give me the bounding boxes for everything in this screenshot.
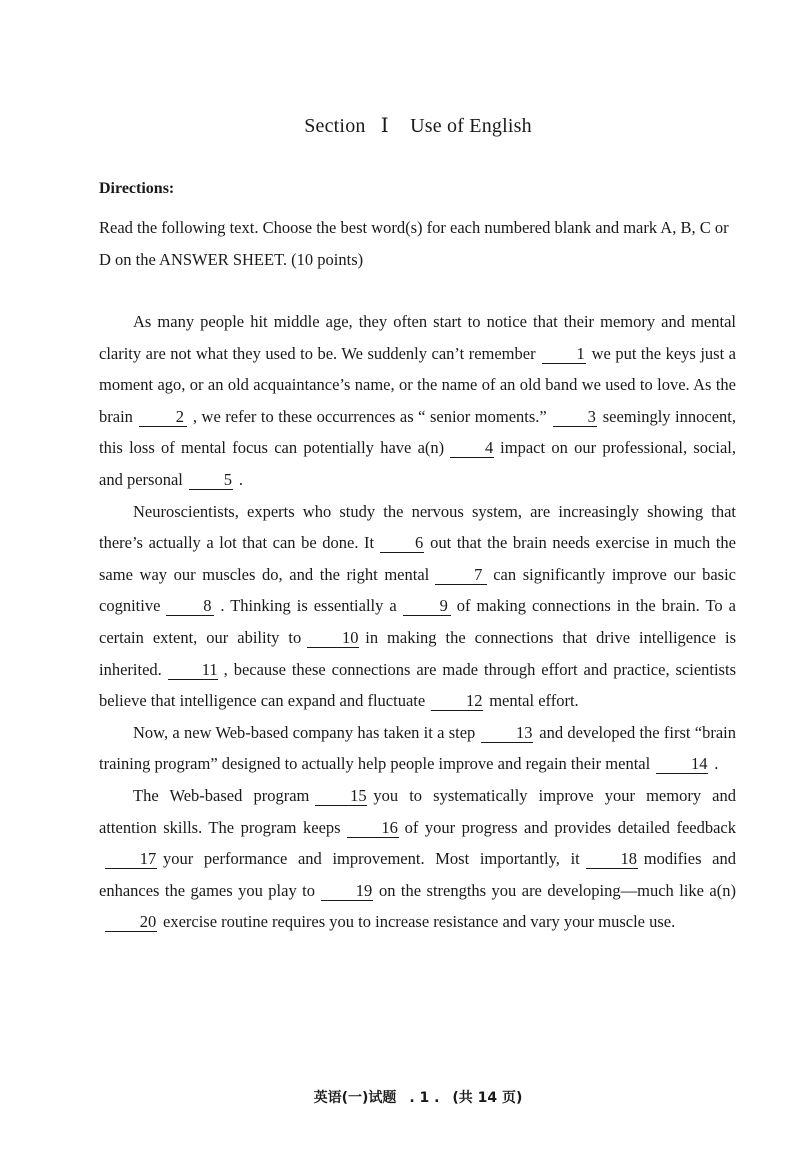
passage-text: and developed the first “brain training program” designed to actually help people improve and regain their mental [99, 722, 736, 774]
passage-text: The Web-based program [133, 785, 310, 805]
blank-4: 4 [450, 438, 494, 458]
directions-colon: : [168, 180, 175, 197]
page-footer [0, 1087, 800, 1107]
blank-8: 8 [166, 596, 214, 616]
passage-text: Now, a new Web-based company has taken it a step [133, 722, 476, 742]
blank-18: 18 [586, 849, 638, 869]
blank-3: 3 [553, 407, 597, 427]
blank-15: 15 [315, 786, 367, 806]
paragraph-1 [99, 306, 736, 496]
passage-text: . Thinking is essentially a [220, 596, 397, 616]
passage-text: your performance and improvement. Most importantly, it [163, 849, 580, 869]
passage-text: on the strengths you are developing—much like a(n) [378, 880, 736, 900]
passage-text: of your progress and provides detailed feedback [404, 817, 736, 837]
blank-10: 10 [307, 628, 359, 648]
blank-5: 5 [189, 470, 233, 490]
passage-text: we put the keys just a moment ago, or an old acquaintance’s name, or the name of an old band we used to love. As the brain [99, 343, 737, 426]
footer-page-number: . 1 . [409, 1090, 440, 1106]
passage-text: out that the brain needs exercise in much the same way our muscles do, and the right mental [99, 533, 736, 584]
passage-text: in making the connections that drive intelligence is inherited. [99, 627, 736, 679]
passage-text: of making connections in the brain. To a certain extent, our ability to [99, 596, 736, 647]
directions-text: Read the following text. Choose the best word(s) for each numbered blank and mark A, B, C or D on the ANSWER SHEET. (10 points) [99, 218, 729, 269]
section-number: Ⅰ [380, 115, 389, 137]
passage [99, 306, 736, 938]
blank-6: 6 [380, 533, 424, 553]
footer-total-pages: (共 14 页) [452, 1090, 523, 1106]
blank-1: 1 [542, 344, 586, 364]
section-name: Use of English [410, 115, 532, 137]
blank-12: 12 [431, 691, 483, 711]
blank-16: 16 [347, 818, 399, 838]
directions-heading [99, 180, 174, 198]
passage-text: . [714, 754, 719, 774]
blank-14: 14 [656, 754, 708, 774]
section-label: Section [304, 115, 366, 137]
passage-text: seemingly innocent, this loss of mental focus can potentially have a(n) [99, 406, 736, 458]
section-title [0, 113, 800, 138]
blank-17: 17 [105, 849, 157, 869]
blank-11: 11 [168, 660, 218, 680]
passage-text: you to systematically improve your memory and attention skills. The program keeps [99, 785, 736, 837]
passage-text: , because these connections are made through effort and practice, scientists believe that intelligence can expand and fluctuate [99, 659, 736, 711]
passage-text: mental effort. [489, 691, 579, 711]
passage-text: , we refer to these occurrences as “ senior moments.” [192, 406, 547, 426]
blank-19: 19 [321, 881, 373, 901]
footer-subject: 英语(一)试题 [313, 1090, 397, 1106]
passage-text: Neuroscientists, experts who study the nervous system, are increasingly showing that there’s actually a lot that can be done. It [99, 501, 736, 553]
passage-text: exercise routine requires you to increase resistance and vary your muscle use. [163, 912, 676, 932]
blank-2: 2 [139, 407, 187, 427]
passage-text: impact on our professional, social, and personal [99, 438, 736, 489]
blank-7: 7 [435, 565, 487, 585]
blank-13: 13 [481, 723, 533, 743]
passage-text: modifies and enhances the games you play to [99, 849, 736, 900]
passage-text: . [238, 469, 243, 489]
paragraph-4 [99, 780, 736, 938]
directions-label: Directions [99, 180, 169, 197]
blank-20: 20 [105, 912, 157, 932]
passage-text: can significantly improve our basic cognitive [99, 564, 737, 616]
paragraph-3 [99, 717, 736, 780]
blank-9: 9 [403, 596, 451, 616]
paragraph-2 [99, 496, 736, 717]
passage-text: As many people hit middle age, they often start to notice that their memory and mental clarity are not what they used to be. We suddenly can’t remember [99, 312, 736, 363]
